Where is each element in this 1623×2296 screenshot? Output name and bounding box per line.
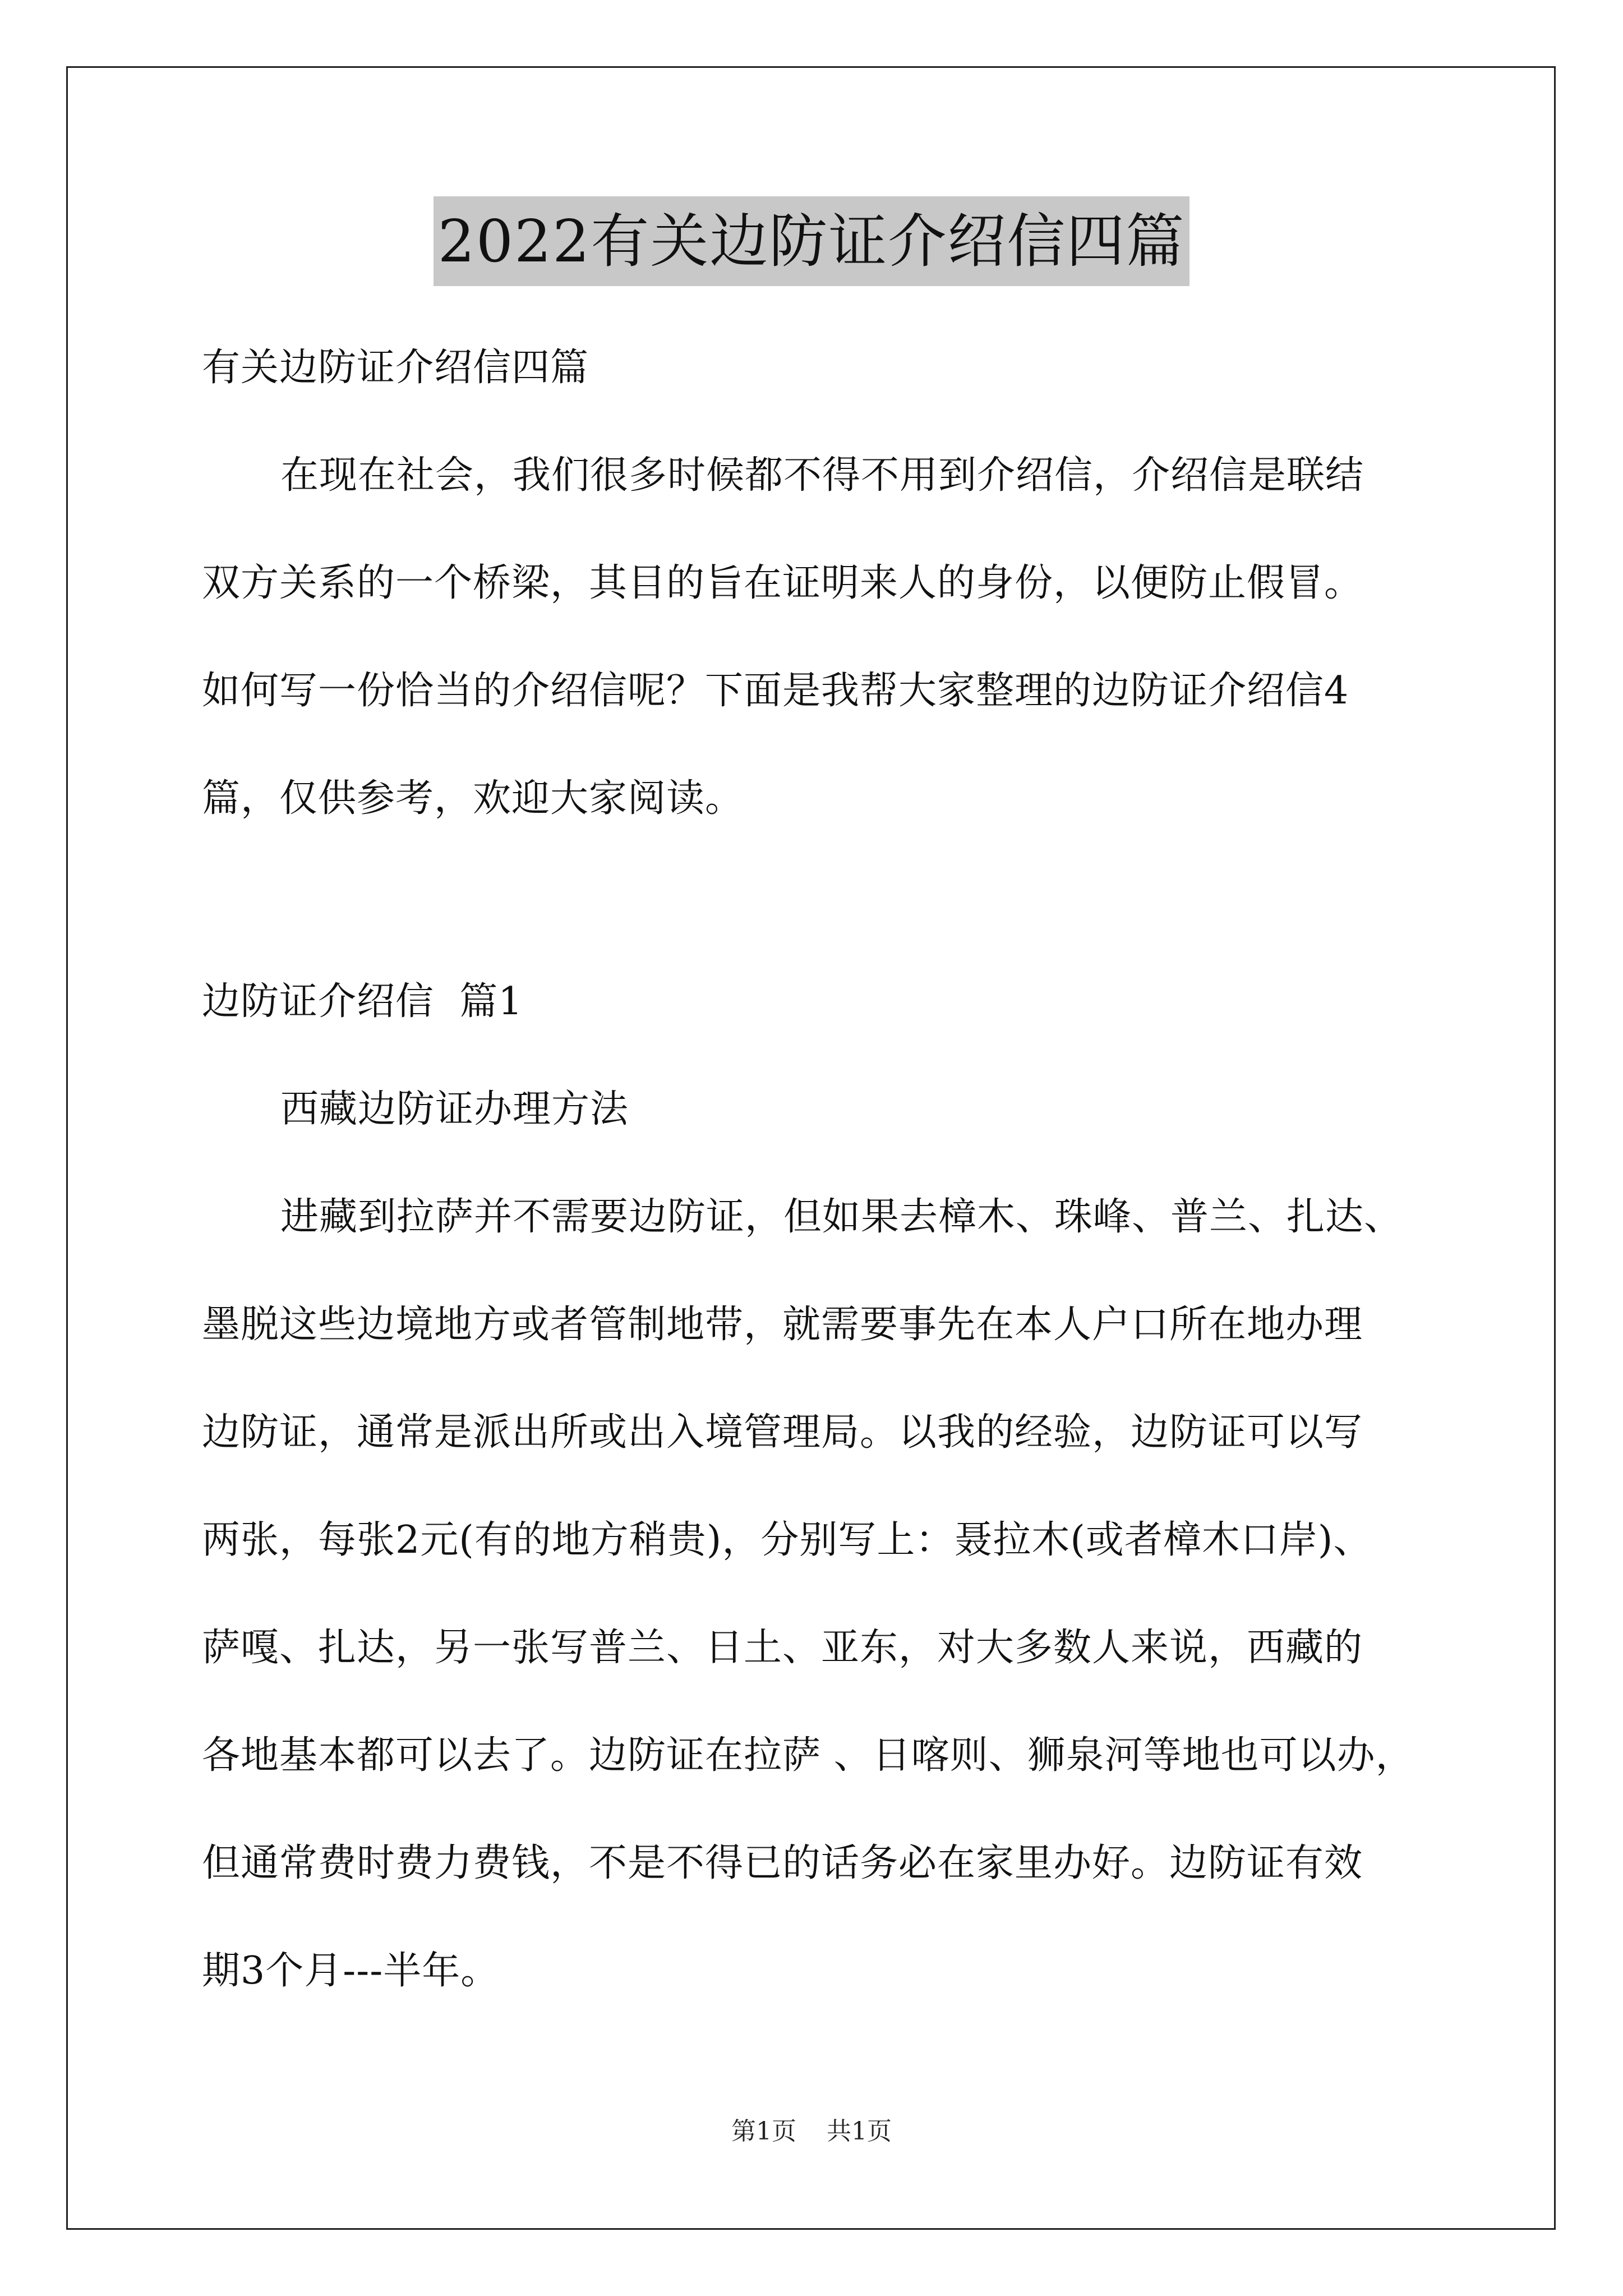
body-line: 期3个月---半年。	[202, 1949, 500, 1993]
title-container	[0, 196, 1623, 286]
body-line: 两张，每张2元(有的地方稍贵)，分别写上：聂拉木(或者樟木口岸)、	[202, 1518, 1372, 1562]
section-subheading: 西藏边防证办理方法	[280, 1087, 629, 1131]
intro-line: 双方关系的一个桥梁，其目的旨在证明来人的身份，以便防止假冒。	[202, 561, 1363, 605]
section-heading: 边防证介绍信 篇1	[202, 979, 523, 1024]
document-title: 2022有关边防证介绍信四篇	[434, 196, 1190, 286]
page-number-total: 共1页	[827, 2117, 892, 2146]
body-line: 萨嘎、扎达，另一张写普兰、日土、亚东，对大多数人来说，西藏的	[202, 1626, 1363, 1670]
intro-line: 在现在社会，我们很多时候都不得不用到介绍信，介绍信是联结	[280, 453, 1364, 498]
page-number-current: 第1页	[731, 2117, 796, 2146]
body-line: 各地基本都可以去了。边防证在拉萨 、日喀则、狮泉河等地也可以办，	[202, 1733, 1414, 1778]
paragraph-gap	[202, 853, 1424, 948]
page-footer	[0, 2115, 1623, 2148]
document-body	[202, 314, 1424, 2025]
intro-line: 如何写一份恰当的介绍信呢？下面是我帮大家整理的边防证介绍信4	[202, 669, 1349, 713]
intro-line: 篇，仅供参考，欢迎大家阅读。	[202, 776, 744, 821]
body-line: 墨脱这些边境地方或者管制地带，就需要事先在本人户口所在地办理	[202, 1303, 1363, 1347]
body-line: 但通常费时费力费钱，不是不得已的话务必在家里办好。边防证有效	[202, 1841, 1363, 1885]
body-line: 边防证，通常是派出所或出入境管理局。以我的经验，边防证可以写	[202, 1410, 1363, 1455]
body-line: 进藏到拉萨并不需要边防证，但如果去樟木、珠峰、普兰、扎达、	[280, 1195, 1403, 1239]
document-subtitle: 有关边防证介绍信四篇	[202, 346, 589, 390]
